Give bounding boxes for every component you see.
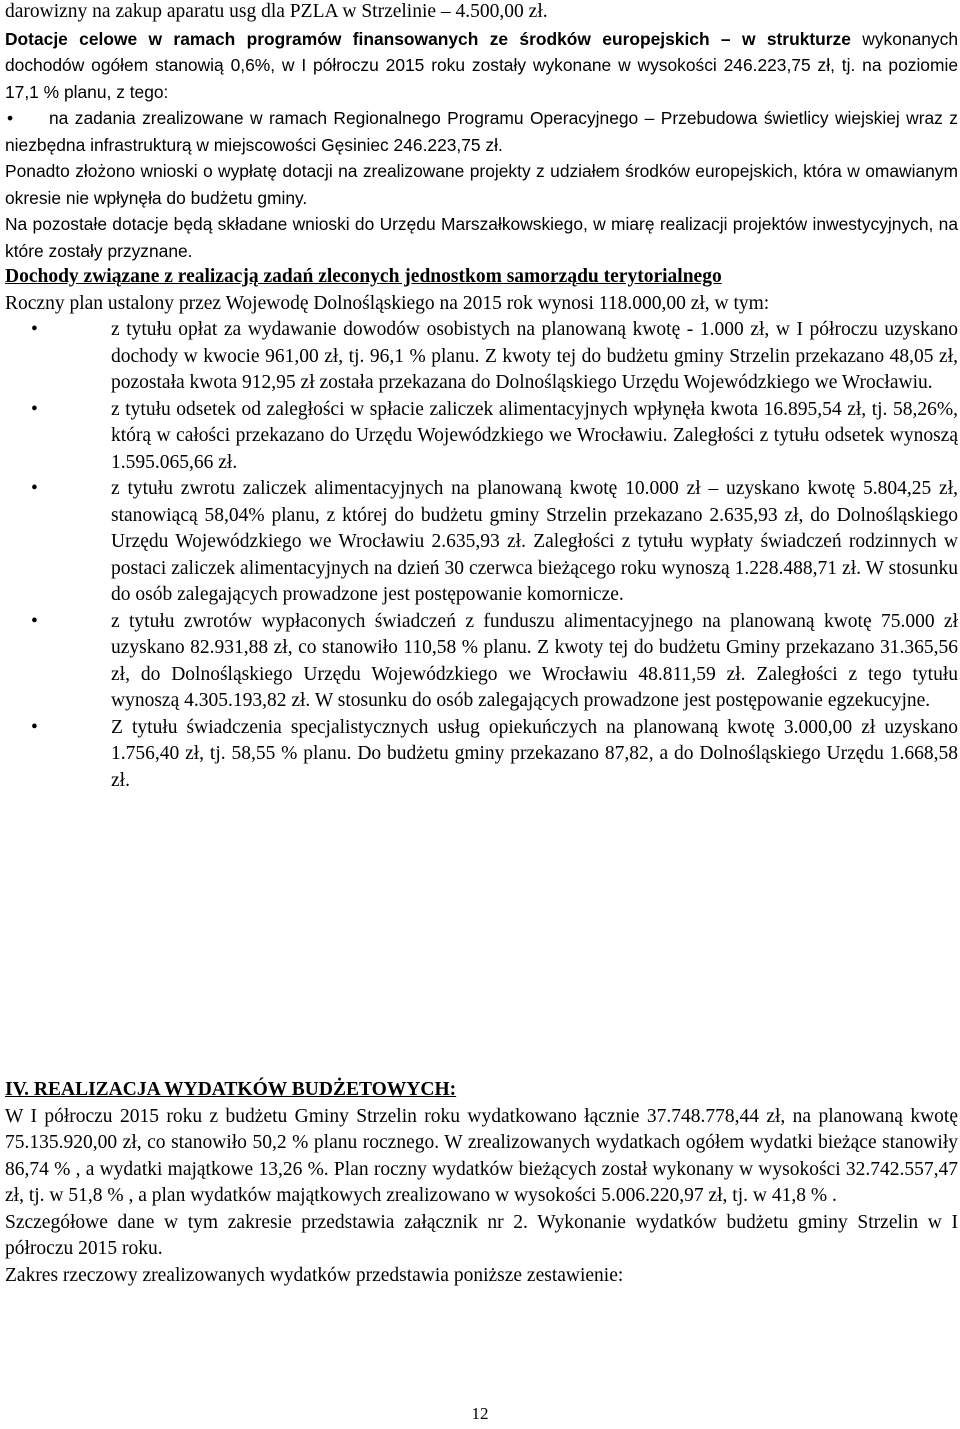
zlecone-plan: Roczny plan ustalony przez Wojewodę Dolnośląskiego na 2015 rok wynosi 118.000,00 zł, w tym: (5, 292, 770, 314)
list-item (5, 609, 958, 715)
bullet-icon: • (31, 478, 38, 499)
ponadto-paragraph: Ponadto złożono wnioski o wypłatę dotacji na zrealizowane projekty z udziałem środków europejskich, która w omawianym okresie nie wpłynęła do budżetu gminy. (5, 161, 958, 208)
list-item (5, 476, 958, 609)
document-page (5, 0, 958, 1289)
page-number: 12 (471, 1404, 489, 1423)
list-item (5, 317, 958, 397)
section-heading-zlecone: Dochody związane z realizacją zadań zleconych jednostkom samorządu terytorialnego (5, 266, 722, 287)
list-item-text: z tytułu odsetek od zaległości w spłacie zaliczek alimentacyjnych wpłynęła kwota 16.895,54 zł, tj. 58,26%, którą w całości przekazano do Urzędu Wojewódzkiego we Wrocławiu. Zaległości z tytułu odsetek wynoszą 1.595.065,66 zł. (111, 398, 958, 473)
list-item-text: z tytułu zwrotów wypłaconych świadczeń z funduszu alimentacyjnego na planowaną kwotę 75.000 zł uzyskano 82.931,88 zł, co stanowiło 110,58 % planu. Z kwoty tej do budżetu Gminy przekazano 31.365,56 zł, do Dolnośląskiego Urzędu Wojewódzkiego we Wrocławiu 48.811,59 zł. Zaległości z tego tytułu wynoszą 4.305.193,82 zł. W stosunku do osób zalegających prowadzone jest postępowanie egzekucyjne. (111, 610, 958, 711)
bullet-icon: • (31, 716, 38, 738)
list-item (5, 105, 958, 158)
eu-grants-text: wykonanych dochodów ogółem stanowią 0,6%, w I półroczu 2015 roku zostały wykonane w wysokości 246.223,75 zł, tj. na poziomie 17,1 % planu, z tego: (5, 28, 958, 102)
section-heading-wydatki: IV. REALIZACJA WYDATKÓW BUDŻETOWYCH: (5, 1079, 457, 1100)
bullet-icon: • (31, 319, 38, 340)
page-whitespace (5, 794, 958, 1077)
list-item (5, 715, 958, 795)
bullet-icon: • (7, 108, 14, 128)
bullet-icon: • (31, 398, 38, 420)
intro-line: darowizny na zakup aparatu usg dla PZLA w Strzelinie – 4.500,00 zł. (5, 1, 548, 22)
list-item-text: z tytułu zwrotu zaliczek alimentacyjnych na planowaną kwotę 10.000 zł – uzyskano kwotę 5.804,25 zł, stanowiącą 58,04% planu, z której do budżetu gminy Strzelin przekazano 2.635,93 zł, do Dolnośląskiego Urzędu Wojewódzkiego we Wrocławiu 2.635,93 zł. Zaległości z tytułu wypłaty świadczeń rodzinnych w postaci zaliczek alimentacyjnych na dzień 30 czerwca bieżącego roku wynoszą 1.228.488,71 zł. W stosunku do osób zalegających prowadzone jest postępowanie komornicze. (111, 478, 958, 605)
pozostale-paragraph: Na pozostałe dotacje będą składane wnioski do Urzędu Marszałkowskiego, w miarę realizacji projektów inwestycyjnych, na które zostały przyznane. (5, 214, 958, 261)
eu-grants-list (5, 105, 958, 158)
list-item (5, 397, 958, 477)
wydatki-paragraph-1: W I półroczu 2015 roku z budżetu Gminy Strzelin roku wydatkowano łącznie 37.748.778,44 zł, na planowaną kwotę 75.135.920,00 zł, co stanowiło 50,2 % planu rocznego. W zrealizowanych wydatkach ogółem wydatki bieżące stanowiły 86,74 % , a wydatki majątkowe 13,26 %. Plan roczny wydatków bieżących został wykonany w wysokości 32.742.557,47 zł, tj. w 51,8 % , a plan wydatków majątkowych zrealizowano w wysokości 5.006.220,97 zł, tj. w 41,8 % . (5, 1105, 958, 1206)
wydatki-paragraph-2: Szczegółowe dane w tym zakresie przedstawia załącznik nr 2. Wykonanie wydatków budżetu gminy Strzelin w I półroczu 2015 roku. (5, 1211, 958, 1259)
zlecone-list (5, 317, 958, 794)
bullet-icon: • (31, 610, 38, 632)
list-item-text: na zadania zrealizowane w ramach Regionalnego Programu Operacyjnego – Przebudowa świetlicy wiejskiej wraz z niezbędna infrastrukturą w miejscowości Gęsiniec 246.223,75 zł. (5, 108, 958, 155)
eu-grants-heading: Dotacje celowe w ramach programów finansowanych ze środków europejskich – w strukturze (5, 28, 851, 49)
list-item-text: Z tytułu świadczenia specjalistycznych usług opiekuńczych na planowaną kwotę 3.000,00 zł uzyskano 1.756,40 zł, tj. 58,55 % planu. Do budżetu gminy przekazano 87,82, a do Dolnośląskiego Urzędu 1.668,58 zł. (111, 716, 958, 791)
eu-grants-paragraph (5, 26, 958, 106)
list-item-text: z tytułu opłat za wydawanie dowodów osobistych na planowaną kwotę - 1.000 zł, w I półroczu uzyskano dochody w kwocie 961,00 zł, tj. 96,1 % planu. Z kwoty tej do budżetu gminy Strzelin przekazano 48,05 zł, pozostała kwota 912,95 zł została przekazana do Dolnośląskiego Urzędu Wojewódzkiego we Wrocławiu. (111, 319, 958, 393)
wydatki-paragraph-3: Zakres rzeczowy zrealizowanych wydatków przedstawia poniższe zestawienie: (5, 1264, 624, 1286)
